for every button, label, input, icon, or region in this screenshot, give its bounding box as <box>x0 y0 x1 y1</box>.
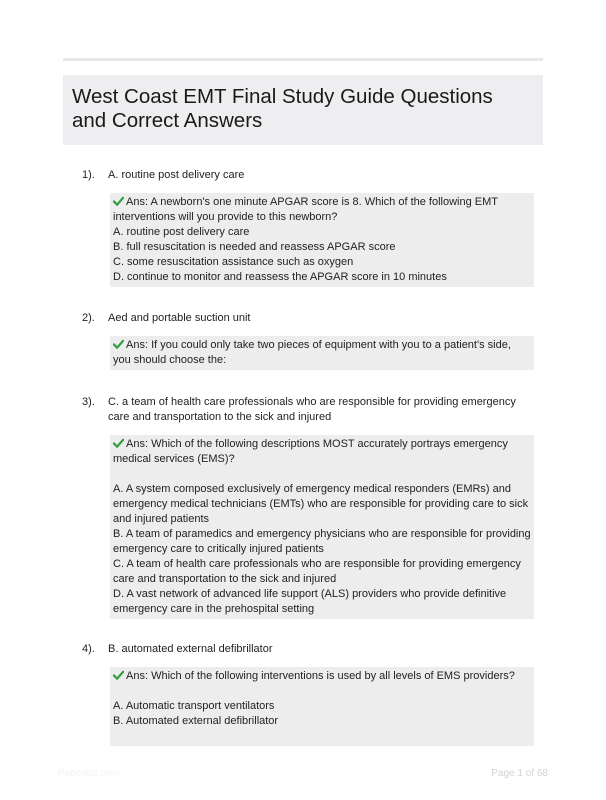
question-answer: C. a team of health care professionals who are responsible for providing emergency care and transportation to the sick and injured <box>108 396 516 423</box>
document-title: West Coast EMT Final Study Guide Questions and Correct Answers <box>72 85 493 132</box>
top-rule <box>63 58 543 61</box>
answer-box-2 <box>110 336 534 370</box>
answer-option: D. A vast network of advanced life support (ALS) providers who provide definitive emergency care in the prehospital setting <box>113 588 507 615</box>
answer-box-1 <box>110 193 534 287</box>
footer-site: Paperlibt.com <box>58 768 120 779</box>
answer-option: B. A team of paramedics and emergency physicians who are responsible for providing emergency care to critically injured patients <box>113 528 531 555</box>
answer-prompt: Ans: If you could only take two pieces of equipment with you to a patient's side, you should choose the: <box>113 339 511 366</box>
answer-option: B. full resuscitation is needed and reassess APGAR score <box>113 241 396 253</box>
answer-prompt: Ans: A newborn's one minute APGAR score is 8. Which of the following EMT interventions will you provide to this newborn? <box>113 196 498 223</box>
answer-option: C. some resuscitation assistance such as oxygen <box>113 256 354 268</box>
check-icon <box>113 339 124 349</box>
check-icon <box>113 196 124 206</box>
answer-option: B. Automated external defibrillator <box>113 715 279 727</box>
answer-option: C. A team of health care professionals who are responsible for providing emergency care and transportation to the sick and injured <box>113 558 521 585</box>
answer-option: D. continue to monitor and reassess the APGAR score in 10 minutes <box>113 271 447 283</box>
question-answer: A. routine post delivery care <box>108 169 245 181</box>
check-icon <box>113 438 124 448</box>
answer-option: A. Automatic transport ventilators <box>113 700 275 712</box>
blank-line <box>113 684 531 699</box>
answer-option: A. routine post delivery care <box>113 226 250 238</box>
page-number: Page 1 of 68 <box>491 768 548 779</box>
question-number: 4). <box>82 643 95 655</box>
answer-box-4 <box>110 667 534 746</box>
question-answer: B. automated external defibrillator <box>108 643 273 655</box>
question-number: 1). <box>82 169 95 181</box>
question-number: 2). <box>82 312 95 324</box>
blank-line <box>113 467 531 482</box>
answer-prompt: Ans: Which of the following descriptions MOST accurately portrays emergency medical services (EMS)? <box>113 438 508 465</box>
answer-option: A. A system composed exclusively of emergency medical responders (EMRs) and emergency medical technicians (EMTs) who are responsible for providing care to sick and injured patients <box>113 483 529 525</box>
answer-box-3 <box>110 435 534 619</box>
title-box <box>63 75 543 145</box>
question-answer: Aed and portable suction unit <box>108 312 251 324</box>
check-icon <box>113 670 124 680</box>
question-number: 3). <box>82 396 95 408</box>
answer-prompt: Ans: Which of the following interventions is used by all levels of EMS providers? <box>126 670 515 682</box>
